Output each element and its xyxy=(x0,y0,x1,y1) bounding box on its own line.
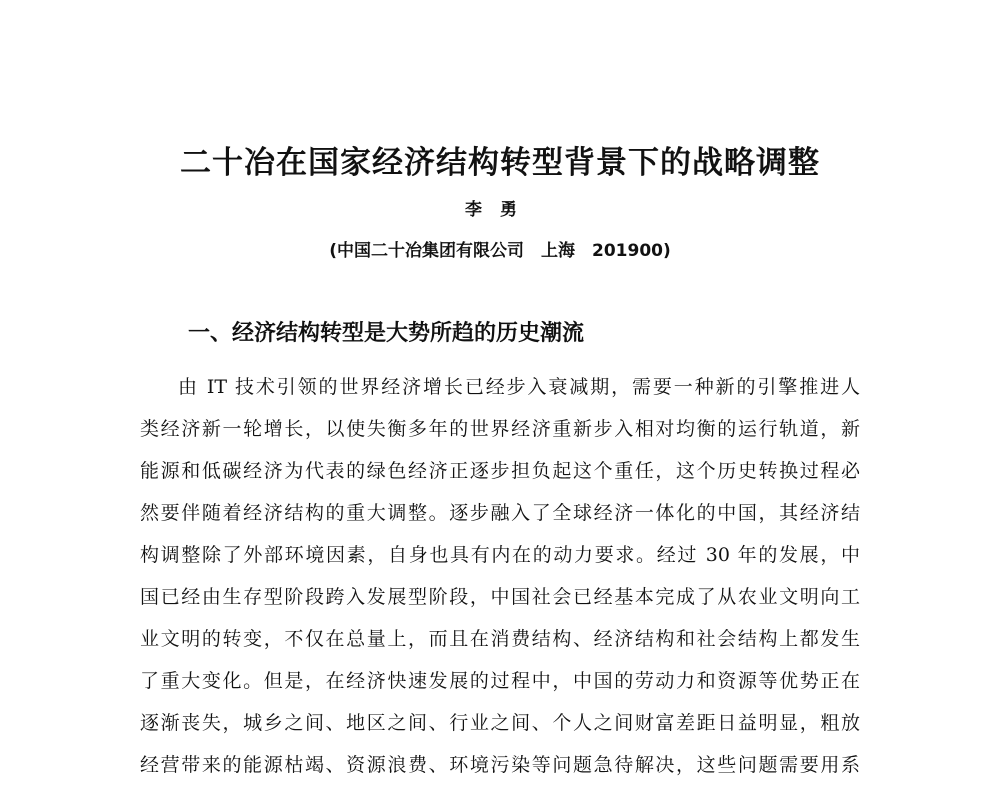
body-line: 经营带来的能源枯竭、资源浪费、环境污染等问题急待解决，这些问题需要用系 xyxy=(140,754,860,776)
body-line: 然要伴随着经济结构的重大调整。逐步融入了全球经济一体化的中国，其经济结 xyxy=(140,502,860,524)
body-line: 逐渐丧失，城乡之间、地区之间、行业之间、个人之间财富差距日益明显，粗放 xyxy=(140,712,860,734)
body-line: 能源和低碳经济为代表的绿色经济正逐步担负起这个重任，这个历史转换过程必 xyxy=(140,460,860,482)
body-paragraph xyxy=(140,366,860,786)
section-heading: 一、经济结构转型是大势所趋的历史潮流 xyxy=(188,321,585,346)
body-line: 由 IT 技术引领的世界经济增长已经步入衰减期，需要一种新的引擎推进人 xyxy=(178,376,860,398)
paper-title: 二十冶在国家经济结构转型背景下的战略调整 xyxy=(180,145,820,181)
body-line: 构调整除了外部环境因素，自身也具有内在的动力要求。经过 30 年的发展，中 xyxy=(140,544,860,566)
author-name: 李勇 xyxy=(465,200,535,220)
body-line: 了重大变化。但是，在经济快速发展的过程中，中国的劳动力和资源等优势正在 xyxy=(140,670,860,692)
author-affiliation: (中国二十冶集团有限公司 上海 201900) xyxy=(329,241,671,261)
body-line: 国已经由生存型阶段跨入发展型阶段，中国社会已经基本完成了从农业文明向工 xyxy=(140,586,860,608)
body-line: 类经济新一轮增长，以使失衡多年的世界经济重新步入相对均衡的运行轨道，新 xyxy=(140,418,860,440)
body-line: 业文明的转变，不仅在总量上，而且在消费结构、经济结构和社会结构上都发生 xyxy=(140,628,860,650)
